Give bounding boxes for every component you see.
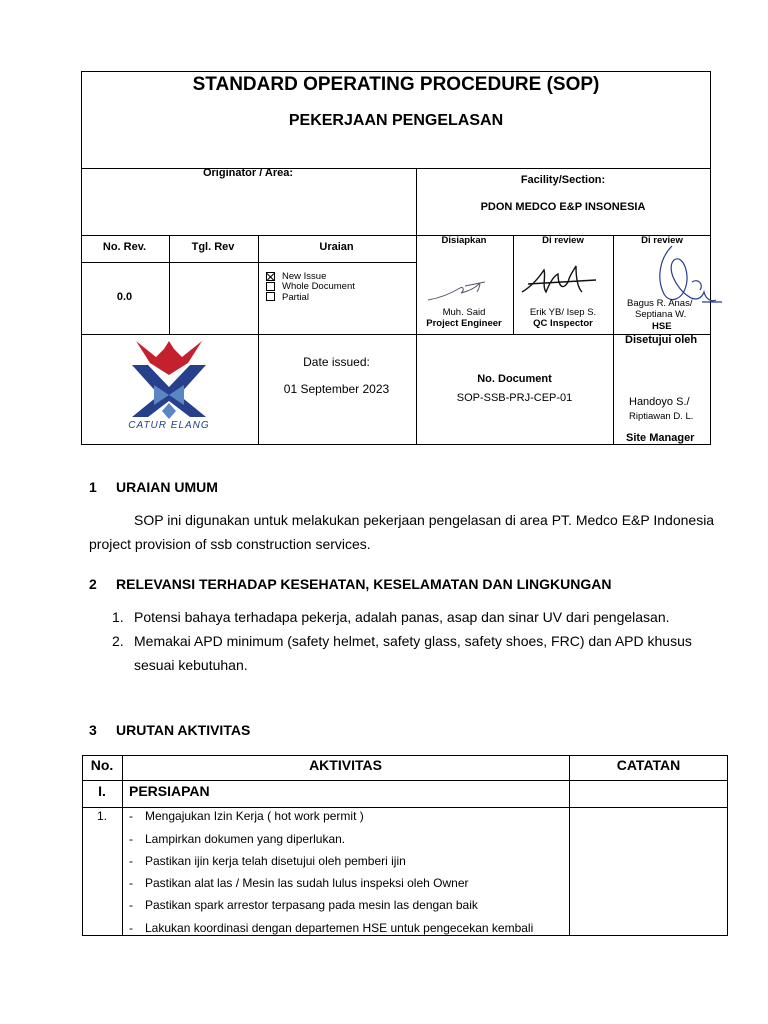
divider: [122, 756, 123, 935]
section2-item2-text-cont: sesuai kebutuhan.: [134, 657, 248, 673]
section1-number: 1: [89, 479, 97, 495]
table-col-aktivitas: AKTIVITAS: [309, 757, 382, 773]
table-group-title: PERSIAPAN: [129, 783, 210, 799]
col-uraian-header: Uraian: [319, 241, 354, 253]
disiapkan-role: Project Engineer: [426, 318, 502, 329]
section3-number: 3: [89, 722, 97, 738]
divider: [82, 334, 710, 335]
direview1-role: QC Inspector: [533, 318, 593, 329]
logo-text: CATUR ELANG: [128, 420, 210, 431]
section2-item2-num: 2.: [112, 633, 124, 649]
disetujui-label: Disetujui oleh: [625, 334, 698, 346]
activity-item: - Lakukan koordinasi dengan departemen HSE untuk pengecekan kembali: [129, 921, 534, 935]
divider: [83, 780, 727, 781]
partial-label: Partial: [282, 292, 309, 303]
disiapkan-label: Disiapkan: [441, 235, 487, 246]
table-row-no: 1.: [96, 809, 107, 823]
section2-item2-text: Memakai APD minimum (safety helmet, safety glass, safety shoes, FRC) dan APD khusus: [134, 633, 692, 649]
direview2-name1: Bagus R. Anas/: [627, 298, 693, 309]
activity-item: - Pastikan ijin kerja telah disetujui oleh pemberi ijin: [129, 854, 406, 868]
section1-line1: SOP ini digunakan untuk melakukan pekerjaan pengelasan di area PT. Medco E&P Indonesia: [134, 512, 715, 528]
section2-item1-num: 1.: [112, 609, 124, 625]
direview2-label: Di review: [641, 235, 683, 246]
date-issued-label: Date issued:: [303, 355, 370, 369]
doc-number-label: No. Document: [477, 373, 552, 385]
disetujui-role: Site Manager: [626, 432, 695, 444]
col-rev-header: No. Rev.: [102, 241, 147, 253]
table-col-catatan: CATATAN: [616, 757, 681, 773]
activity-item: - Lampirkan dokumen yang diperlukan.: [129, 832, 346, 846]
col-tgl-header: Tgl. Rev: [191, 241, 235, 253]
divider: [613, 235, 614, 444]
new-issue-checkbox[interactable]: [266, 272, 275, 281]
partial-checkbox[interactable]: [266, 292, 275, 301]
direview1-name: Erik YB/ Isep S.: [529, 307, 597, 318]
divider: [258, 235, 259, 444]
disetujui-name1: Handoyo S./: [629, 396, 690, 408]
originator-label: Originator / Area:: [202, 167, 294, 179]
date-issued-value: 01 September 2023: [283, 382, 390, 396]
direview2-name2: Septiana W.: [635, 309, 687, 320]
activity-item: - Pastikan spark arrestor terpasang pada mesin las dengan baik: [129, 898, 478, 912]
table-group-no: I.: [98, 783, 106, 799]
whole-document-checkbox[interactable]: [266, 282, 275, 291]
rev-value: 0.0: [116, 291, 133, 303]
doc-number-value: SOP-SSB-PRJ-CEP-01: [456, 392, 573, 404]
section2-title: RELEVANSI TERHADAP KESEHATAN, KESELAMATAN DAN LINGKUNGAN: [116, 576, 612, 592]
section3-title: URUTAN AKTIVITAS: [116, 722, 251, 738]
section1-line2: project provision of ssb construction services.: [89, 536, 371, 552]
section2-number: 2: [89, 576, 97, 592]
activity-item: - Mengajukan Izin Kerja ( hot work permit ): [129, 809, 364, 823]
facility-label: Facility/Section:: [520, 174, 606, 186]
table-col-no: No.: [90, 757, 114, 773]
new-issue-label: New Issue: [282, 271, 327, 282]
divider: [83, 807, 727, 808]
disetujui-name2: Riptiawan D. L.: [629, 411, 694, 422]
activity-item: - Pastikan alat las / Mesin las sudah lulus inspeksi oleh Owner: [129, 876, 469, 890]
section2-item1-text: Potensi bahaya terhadapa pekerja, adalah panas, asap dan sinar UV dari pengelasan.: [134, 609, 670, 625]
catur-elang-logo: [124, 337, 214, 421]
facility-value: PDON MEDCO E&P INSONESIA: [480, 201, 646, 213]
direview1-label: Di review: [542, 235, 584, 246]
section1-title: URAIAN UMUM: [116, 479, 218, 495]
divider: [569, 756, 570, 935]
disiapkan-name: Muh. Said: [442, 307, 486, 318]
divider: [82, 262, 416, 263]
page-title: STANDARD OPERATING PROCEDURE (SOP): [192, 74, 600, 95]
signature-erik: [518, 262, 606, 306]
whole-document-label: Whole Document: [282, 281, 355, 292]
signature-said: [425, 276, 495, 306]
direview2-role: HSE: [652, 321, 672, 332]
page-subtitle: PEKERJAAN PENGELASAN: [288, 112, 504, 129]
